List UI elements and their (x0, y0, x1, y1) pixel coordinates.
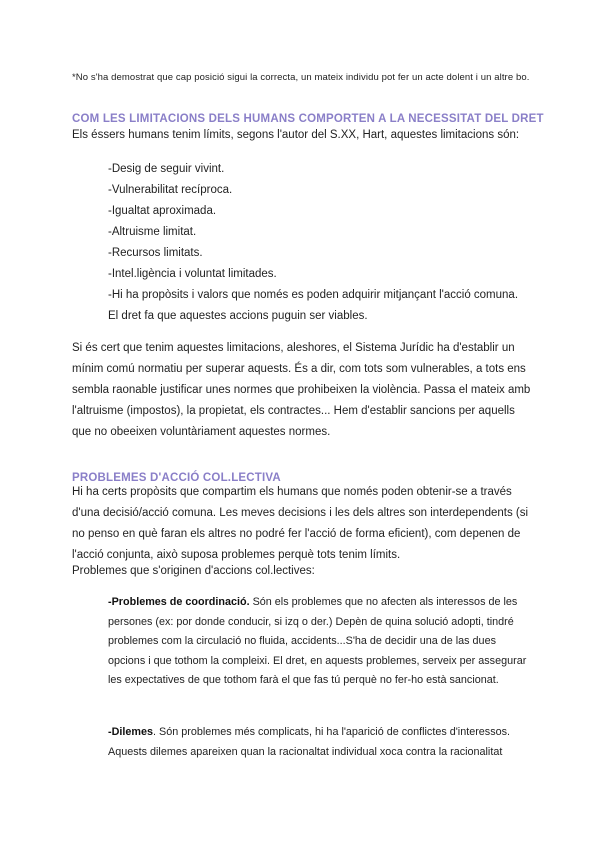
dilemmas-text: . Són problemes més complicats, hi ha l'aparició de conflictes d'interessos. Aquests dilemes apareixen quan la racionaltat individual xoca contra la racionalitat (108, 726, 511, 758)
coordination-problems-block (108, 593, 528, 691)
list-item: -Hi ha propòsits i valors que només es poden adquirir mitjançant l'acció comuna. El dret fa que aquestes accions puguin ser viables. (108, 289, 519, 322)
list-item: -Desig de seguir vivint. (108, 163, 225, 175)
limitations-list (108, 159, 528, 327)
list-item: -Vulnerabilitat recíproca. (108, 184, 233, 196)
section-heading-limitations: COM LES LIMITACIONS DELS HUMANS COMPORTEN A LA NECESSITAT DEL DRET (72, 113, 544, 125)
section-heading-collective-action: PROBLEMES D'ACCIÓ COL.LECTIVA (72, 472, 281, 484)
list-item: -Igualtat aproximada. (108, 205, 217, 217)
section2-paragraph: Hi ha certs propòsits que compartim els humans que només poden obtenir-se a través d'una decisió/acció comuna. Les meves decisions i les dels altres son interdependents (si no penso en què faran els altres no podré fer l'acció de forma eficient), com depenen de l'acció conjunta, això suposa problemes perquè tots tenim límits. (72, 486, 529, 561)
coordination-text: Són els problemes que no afecten als interessos de les persones (ex: por donde conducir, si izq o der.) Depèn de quina solució adopti, tindré problemes com la circulació no fluida, accidents...S'ha de decidir una de las dues opcions i que tothom la compleixi. El dret, en aquests problemes, serveix per assegurar les expectatives de que tothom farà el que fas tú perquè no fer-ho està sancionat. (108, 596, 527, 686)
footnote: *No s'ha demostrat que cap posició sigui la correcta, un mateix individu pot fer un acte dolent i un altre bo. (72, 72, 530, 83)
section2-subintro: Problemes que s'originen d'accions col.lectives: (72, 565, 315, 577)
list-item: -Intel.ligència i voluntat limitades. (108, 268, 277, 280)
coordination-term: -Problemes de coordinació. (108, 596, 250, 608)
list-item: -Recursos limitats. (108, 247, 203, 259)
list-item: -Altruisme limitat. (108, 226, 197, 238)
section1-paragraph: Si és cert que tenim aquestes limitacions, aleshores, el Sistema Jurídic ha d'establir un mínim comú normatiu per superar aquests. És a dir, com tots som vulnerables, a tots ens sembla raonable justificar unes normes que prohibeixen la violència. Passa el mateix amb l'altruisme (impostos), la propietat, els contractes... Hem d'establir sancions per aquells que no obeeixen voluntàriament aquestes normes. (72, 342, 531, 438)
section-intro: Els éssers humans tenim límits, segons l'autor del S.XX, Hart, aquestes limitacions són: (72, 129, 520, 141)
dilemmas-term: -Dilemes (108, 726, 154, 738)
dilemmas-block (108, 723, 528, 762)
